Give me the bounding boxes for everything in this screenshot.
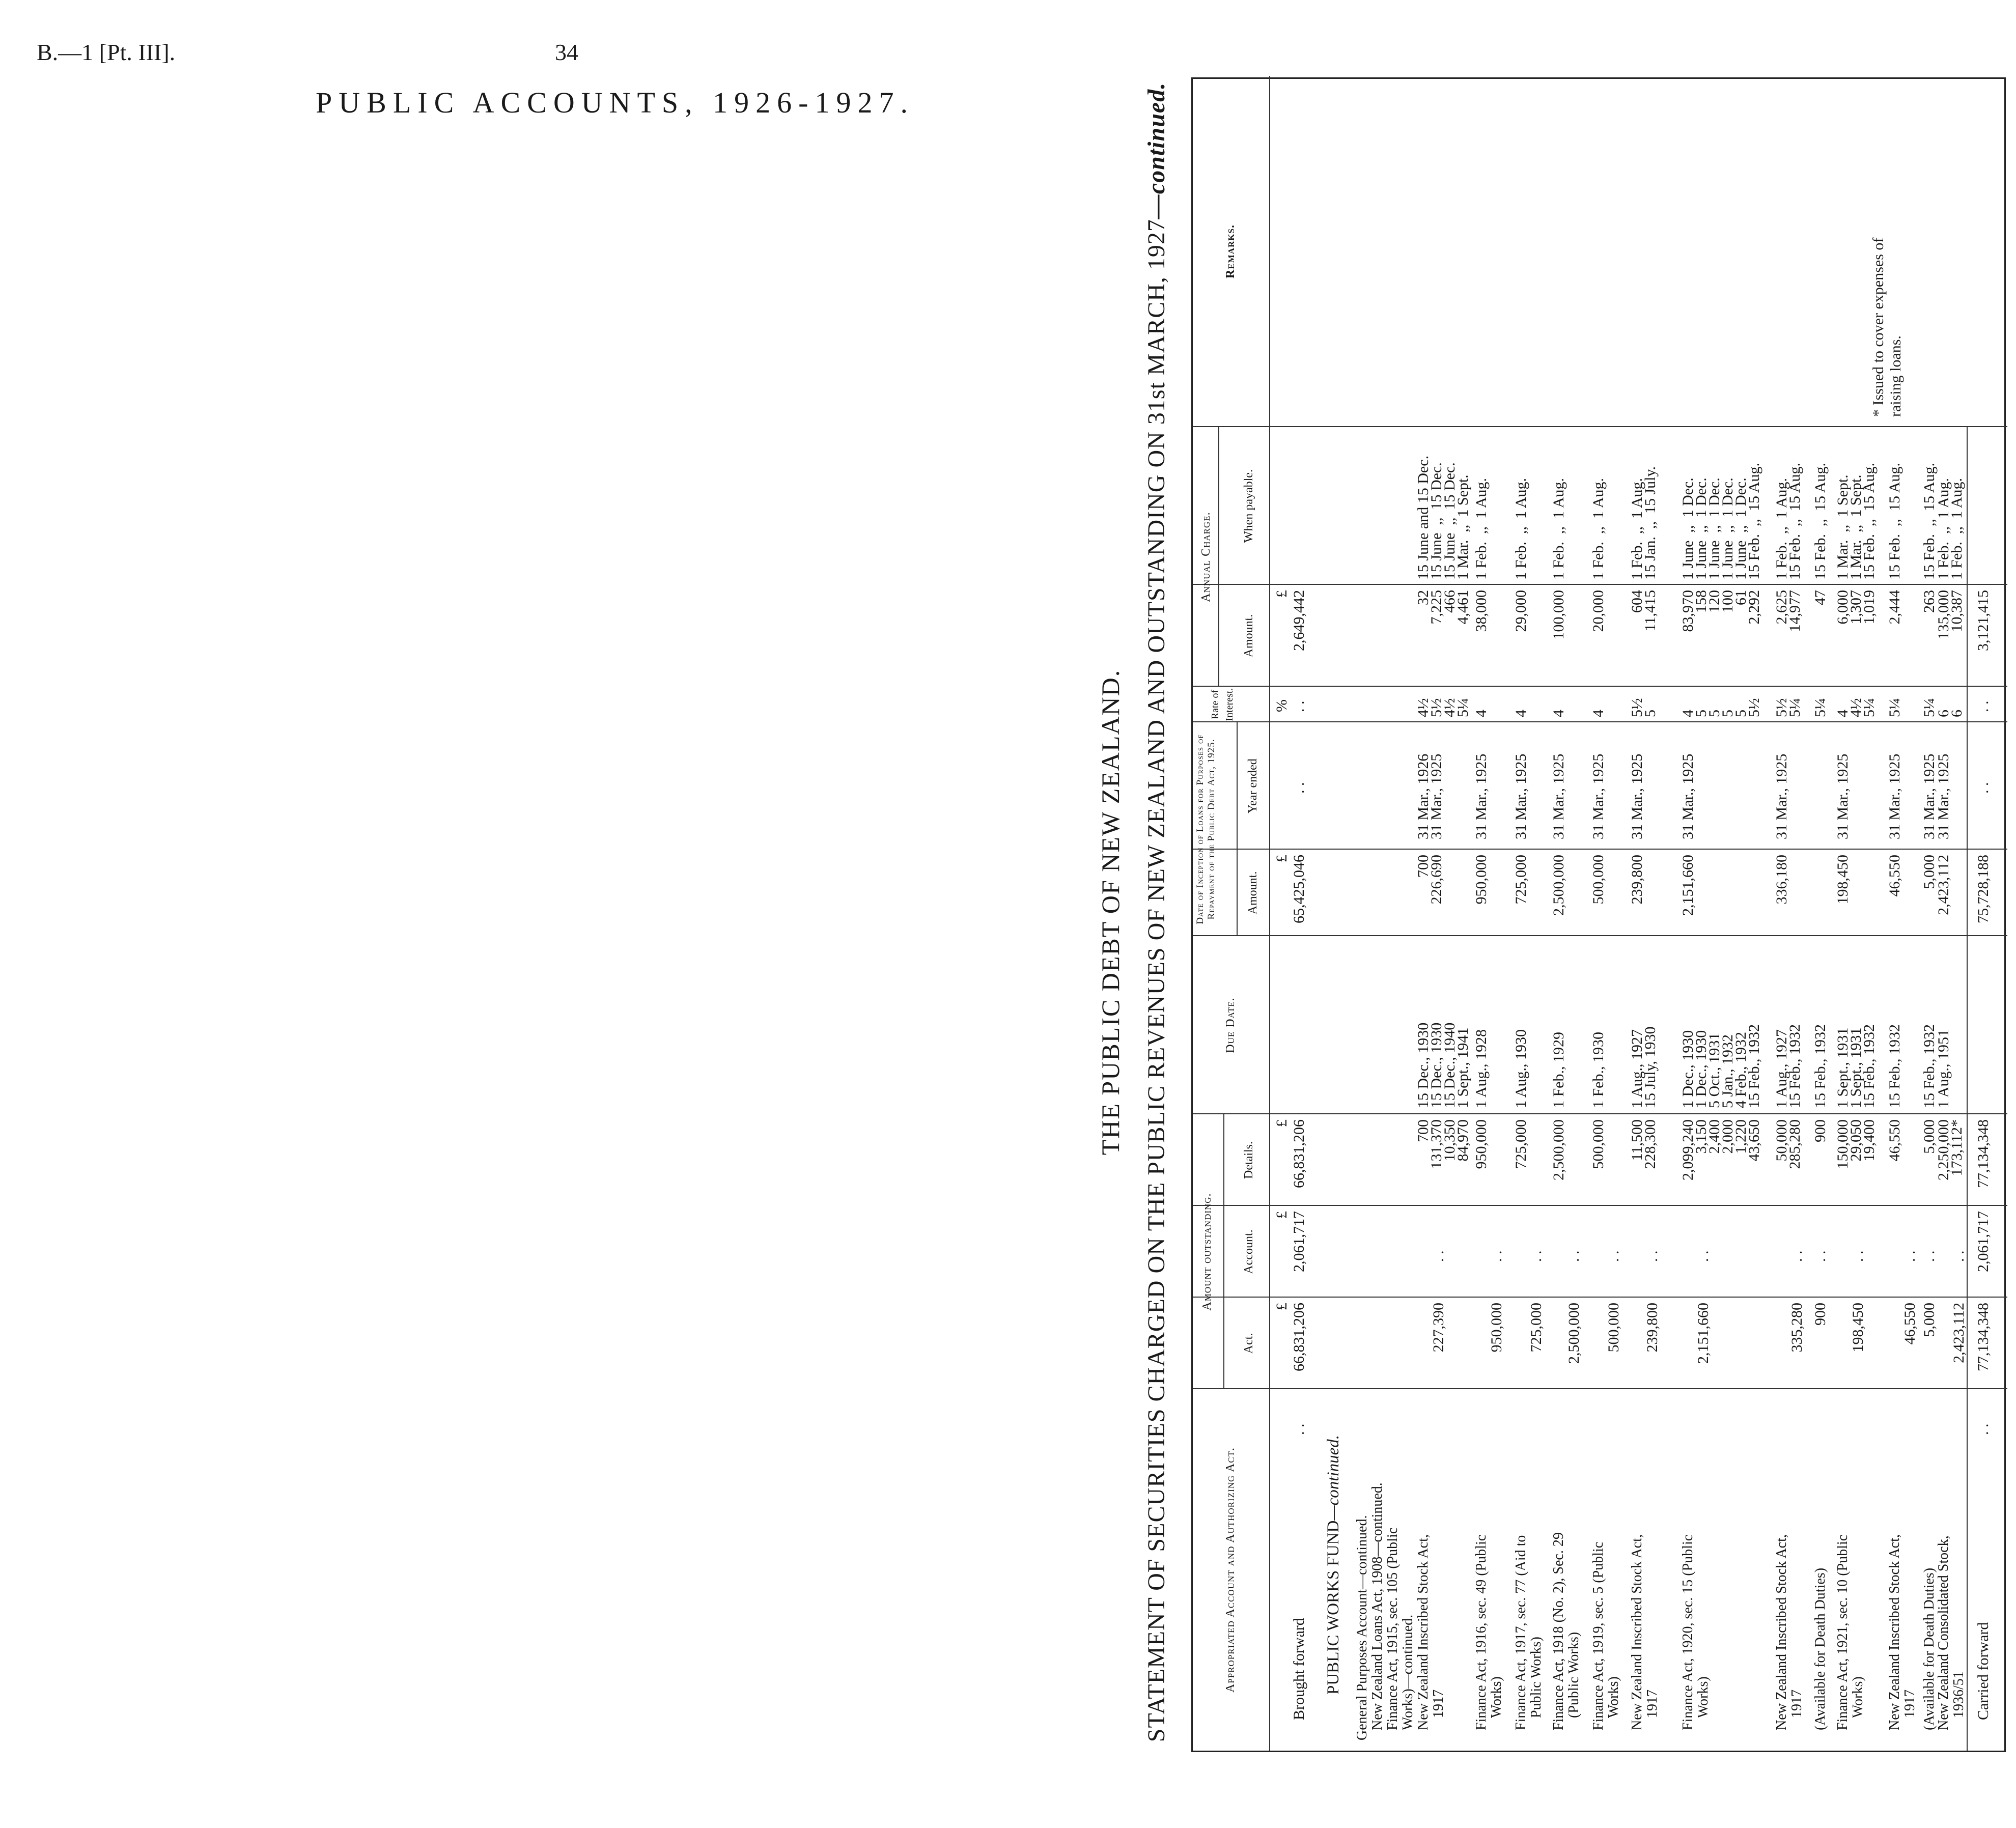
year-ended: 31 Mar., 1925: [1935, 753, 1952, 839]
due-date: 1 Feb., 1929: [1550, 1032, 1567, 1108]
detail-amount: 29,050: [1847, 1119, 1864, 1162]
interest-rate: 4: [1550, 710, 1567, 717]
cf-annual: 3,121,415: [1975, 590, 1992, 651]
unit-pound: £: [1273, 1303, 1290, 1310]
cf-details: 77,134,348: [1975, 1119, 1992, 1188]
annual-amount: 32: [1415, 590, 1432, 605]
interest-rate: 5: [1693, 710, 1710, 717]
when-payable: 1 June ,, 1 Dec.: [1719, 477, 1736, 580]
year-ended: 31 Mar., 1925: [1886, 753, 1903, 839]
annual-amount: 604: [1629, 590, 1645, 613]
act-line: Finance Act, 1921, sec. 10 (Public: [1835, 1534, 1851, 1730]
due-date: 1 Feb., 1930: [1590, 1032, 1607, 1108]
annual-amount: 83,970: [1679, 590, 1696, 632]
due-date: 15 Feb., 1932: [1786, 1024, 1803, 1108]
account-amount: . .: [1788, 1250, 1805, 1262]
act-amount: 198,450: [1850, 1303, 1866, 1353]
when-payable: 15 Jan. ,, 15 July.: [1642, 466, 1659, 580]
annual-amount: 4,461: [1454, 590, 1471, 625]
detail-amount: 11,500: [1629, 1119, 1645, 1161]
col-head-when-payable: When payable.: [1242, 469, 1255, 543]
col-rule: [1193, 849, 2007, 850]
when-payable: 1 Mar. ,, 1 Sept.: [1834, 474, 1851, 580]
annual-amount: 61: [1732, 590, 1749, 605]
account-amount: . .: [1644, 1250, 1661, 1262]
interest-rate: 5: [1719, 710, 1736, 717]
interest-rate: 4: [1834, 710, 1851, 717]
col-rule: [1193, 1113, 2007, 1114]
detail-amount: 173,112*: [1948, 1119, 1965, 1176]
account-amount: . .: [1430, 1250, 1447, 1262]
inception-amount: 500,000: [1590, 855, 1607, 905]
col-head-inception: Date of Inception of Loans for Purposes of Repayment of the Public Debt Act, 1925.: [1195, 734, 1217, 924]
col-rule: [1193, 426, 2007, 427]
detail-amount: 131,370: [1428, 1119, 1445, 1169]
interest-rate: 5¼: [1786, 698, 1803, 717]
due-date: 15 Feb., 1932: [1861, 1024, 1878, 1108]
col-head-outstanding: Amount outstanding.: [1200, 1193, 1214, 1311]
annual-amount: 11,415: [1642, 590, 1659, 632]
account-amount: . .: [1901, 1250, 1918, 1262]
section-line: General Purposes Account—continued.: [1354, 1515, 1370, 1740]
year-ended: 31 Mar., 1925: [1590, 753, 1607, 839]
act-line: Finance Act, 1920, sec. 15 (Public: [1680, 1534, 1696, 1730]
act-line: Works): [1850, 1676, 1866, 1718]
interest-rate: 5: [1732, 710, 1749, 717]
due-date: 15 Feb., 1932: [1812, 1024, 1829, 1108]
when-payable: 1 Feb. ,, 1 Aug.: [1590, 477, 1607, 580]
act-line: Works): [1489, 1676, 1504, 1718]
interest-rate: 5¼: [1921, 698, 1938, 717]
act-line: 1917: [1644, 1690, 1660, 1718]
remark-note: * Issued to cover expenses of raising loans.: [1870, 237, 1904, 417]
head-rule: [1218, 427, 1219, 687]
year-ended: 31 Mar., 1926: [1415, 753, 1432, 839]
when-payable: 15 Feb. ,, 15 Aug.: [1921, 462, 1938, 580]
annual-amount: 7,225: [1428, 590, 1445, 625]
fund-heading: [1324, 1435, 1343, 1695]
year-ended: 31 Mar., 1925: [1773, 753, 1790, 839]
act-amount: 900: [1812, 1303, 1829, 1326]
when-payable: 1 June ,, 1 Dec.: [1732, 477, 1749, 580]
col-head-year-ended: Year ended: [1246, 758, 1259, 813]
col-rule: [1193, 584, 2007, 585]
when-payable: 15 Feb. ,, 15 Aug.: [1786, 462, 1803, 580]
head-rule: [1269, 76, 1270, 1751]
inception-amount: 5,000: [1921, 855, 1938, 889]
detail-amount: 5,000: [1921, 1119, 1938, 1154]
when-payable: 15 Feb. ,, 15 Aug.: [1861, 462, 1878, 580]
account-amount: . .: [1921, 1250, 1938, 1262]
detail-amount: 2,250,000: [1935, 1119, 1952, 1180]
account-amount: . .: [1812, 1250, 1829, 1262]
detail-amount: 150,000: [1834, 1119, 1851, 1169]
interest-rate: 4: [1473, 710, 1490, 717]
inception-amount: 198,450: [1834, 855, 1851, 905]
annual-amount: 1,307: [1847, 590, 1864, 625]
interest-rate: 4½: [1415, 698, 1432, 717]
col-rule: [1193, 1297, 2007, 1298]
detail-amount: 228,300: [1642, 1119, 1659, 1169]
bf-rate: . .: [1291, 700, 1307, 712]
due-date: 15 Feb., 1932: [1886, 1024, 1903, 1108]
when-payable: 1 Feb. ,, 1 Aug.: [1473, 477, 1490, 580]
account-amount: . .: [1850, 1250, 1866, 1262]
act-line: New Zealand Inscribed Stock Act,: [1774, 1534, 1789, 1730]
act-line: Finance Act, 1918 (No. 2), Sec. 29: [1551, 1532, 1566, 1730]
head-rule: [1223, 1114, 1224, 1389]
total-rule: [1967, 427, 1968, 1751]
interest-rate: 5½: [1746, 698, 1762, 717]
year-ended: 31 Mar., 1925: [1428, 753, 1445, 839]
inception-amount: 226,690: [1428, 855, 1445, 905]
account-amount: . .: [1950, 1250, 1967, 1262]
annual-amount: 29,000: [1513, 590, 1529, 632]
act-line: Finance Act, 1916, sec. 49 (Public: [1473, 1534, 1489, 1730]
year-ended: 31 Mar., 1925: [1473, 753, 1490, 839]
interest-rate: 5: [1642, 710, 1659, 717]
section-line: New Zealand Loans Act, 1908—continued.: [1369, 1482, 1385, 1730]
due-date: 15 Dec., 1930: [1415, 1022, 1432, 1108]
act-line: 1917: [1902, 1690, 1918, 1718]
unit-pound: £: [1273, 1119, 1290, 1127]
act-line: New Zealand Consolidated Stock,: [1936, 1535, 1951, 1730]
col-head-act-amount: Act.: [1242, 1333, 1255, 1354]
due-date: 1 Aug., 1928: [1473, 1029, 1490, 1108]
detail-amount: 950,000: [1473, 1119, 1490, 1169]
act-amount: 950,000: [1488, 1303, 1505, 1353]
interest-rate: 5½: [1629, 698, 1645, 717]
col-rule: [1193, 721, 2007, 722]
page-number: 34: [555, 39, 578, 65]
col-head-inception-amount: Amount.: [1246, 871, 1259, 915]
col-head-account: Account.: [1242, 1229, 1255, 1274]
detail-amount: 2,500,000: [1550, 1119, 1567, 1180]
bf-details: 66,831,206: [1291, 1119, 1307, 1188]
act-line: Public Works): [1528, 1637, 1544, 1718]
due-date: 1 Sept., 1931: [1834, 1027, 1851, 1108]
when-payable: 1 Feb. ,, 1 Aug.: [1773, 477, 1790, 580]
due-date: 15 Feb., 1932: [1746, 1024, 1762, 1108]
detail-amount: 2,099,240: [1679, 1119, 1696, 1180]
act-amount: 46,550: [1901, 1303, 1918, 1345]
interest-rate: 4: [1513, 710, 1529, 717]
annual-amount: 263: [1921, 590, 1938, 613]
act-amount: 2,500,000: [1565, 1303, 1582, 1364]
act-line: (Available for Death Duties): [1812, 1567, 1828, 1730]
act-line: Works): [1695, 1676, 1711, 1718]
when-payable: 1 Mar. ,, 1 Sept.: [1847, 474, 1864, 580]
due-date: 15 July, 1930: [1642, 1026, 1659, 1108]
due-date: 1 Dec., 1930: [1679, 1030, 1696, 1108]
year-ended: 31 Mar., 1925: [1629, 753, 1645, 839]
interest-rate: 5½: [1428, 698, 1445, 717]
act-line: 1917: [1431, 1690, 1446, 1718]
act-line: New Zealand Inscribed Stock Act,: [1629, 1534, 1645, 1730]
detail-amount: 19,400: [1861, 1119, 1878, 1162]
year-ended: 31 Mar., 1925: [1834, 753, 1851, 839]
inception-amount: 725,000: [1513, 855, 1529, 905]
when-payable: 1 June ,, 1 Dec.: [1706, 477, 1723, 580]
due-date: 1 Sept., 1931: [1847, 1027, 1864, 1108]
bf-annual: 2,649,442: [1291, 590, 1307, 651]
when-payable: 1 Feb. ,, 1 Aug.: [1550, 477, 1567, 580]
act-line: New Zealand Inscribed Stock Act,: [1415, 1534, 1431, 1730]
detail-amount: 50,000: [1773, 1119, 1790, 1162]
fund-heading-text: PUBLIC WORKS FUND: [1324, 1520, 1342, 1695]
cf-act: 77,134,348: [1975, 1303, 1992, 1371]
inception-amount: 336,180: [1773, 855, 1790, 905]
year-ended: 31 Mar., 1925: [1679, 753, 1696, 839]
due-date: 5 Oct., 1931: [1706, 1032, 1723, 1108]
detail-amount: 84,970: [1454, 1119, 1471, 1162]
detail-amount: 900: [1812, 1119, 1829, 1142]
running-title: PUBLIC ACCOUNTS, 1926-1927.: [316, 86, 914, 119]
annual-amount: 2,625: [1773, 590, 1790, 625]
due-date: 1 Aug., 1927: [1773, 1029, 1790, 1108]
col-rule: [1193, 1388, 2007, 1389]
statement-text: STATEMENT OF SECURITIES CHARGED ON THE PUBLIC REVENUES OF NEW ZEALAND AND OUTSTANDING ON 31st MARCH, 1927: [1143, 219, 1170, 1742]
annual-amount: 100,000: [1550, 590, 1567, 640]
annual-amount: 6,000: [1834, 590, 1851, 625]
leader-dots: . .: [1291, 1423, 1307, 1435]
cf-year: . .: [1975, 782, 1992, 794]
account-amount: . .: [1528, 1250, 1545, 1262]
leader-dots: . .: [1975, 1423, 1992, 1435]
interest-rate: 6: [1948, 710, 1965, 717]
inception-amount: 46,550: [1886, 855, 1903, 897]
due-date: 1 Dec., 1930: [1693, 1030, 1710, 1108]
annual-amount: 2,444: [1886, 590, 1903, 625]
statement-suffix: —continued.: [1143, 82, 1170, 219]
bf-inception: 65,425,046: [1291, 855, 1307, 923]
detail-amount: 2,400: [1706, 1119, 1723, 1154]
due-date: 1 Sept., 1941: [1454, 1027, 1471, 1108]
col-head-act: Appropriated Account and Authorizing Act.: [1224, 1447, 1237, 1693]
page-reference: B.—1 [Pt. III].: [37, 39, 176, 65]
bf-year: . .: [1291, 782, 1307, 794]
col-head-remarks: Remarks.: [1224, 224, 1237, 278]
detail-amount: 46,550: [1886, 1119, 1903, 1162]
cf-account: 2,061,717: [1975, 1211, 1992, 1272]
unit-pound: £: [1273, 590, 1290, 598]
inception-amount: 700: [1415, 855, 1432, 878]
when-payable: 15 June and 15 Dec.: [1415, 455, 1432, 580]
account-amount: . .: [1605, 1250, 1622, 1262]
fund-heading-suffix: —continued.: [1324, 1435, 1342, 1521]
act-amount: 725,000: [1528, 1303, 1545, 1353]
brought-forward-label: Brought forward: [1291, 1618, 1307, 1720]
account-amount: . .: [1695, 1250, 1712, 1262]
act-line: 1936/51: [1951, 1671, 1967, 1718]
act-amount: 5,000: [1921, 1303, 1938, 1337]
act-line: (Available for Death Duties): [1921, 1567, 1937, 1730]
when-payable: 15 Feb. ,, 15 Aug.: [1746, 462, 1762, 580]
when-payable: 1 Feb. ,, 1 Aug.: [1935, 477, 1952, 580]
due-date: 1 Aug., 1951: [1935, 1029, 1952, 1108]
act-line: (Public Works): [1566, 1632, 1582, 1718]
detail-amount: 500,000: [1590, 1119, 1607, 1169]
when-payable: 1 Feb. ,, 1 Aug.: [1948, 477, 1965, 580]
document-title: THE PUBLIC DEBT OF NEW ZEALAND.: [1096, 669, 1125, 1156]
due-date: 15 Feb., 1932: [1921, 1024, 1938, 1108]
annual-amount: 158: [1693, 590, 1710, 613]
detail-amount: 725,000: [1513, 1119, 1529, 1169]
due-date: 1 Aug., 1930: [1513, 1029, 1529, 1108]
annual-amount: 47: [1812, 590, 1829, 605]
detail-amount: 2,000: [1719, 1119, 1736, 1154]
when-payable: 1 Feb. ,, 1 Aug.: [1629, 477, 1645, 580]
annual-amount: 466: [1441, 590, 1458, 613]
cf-rate: . .: [1975, 700, 1992, 712]
annual-amount: 20,000: [1590, 590, 1607, 632]
account-amount: . .: [1488, 1250, 1505, 1262]
inception-amount: 950,000: [1473, 855, 1490, 905]
debt-table: [1191, 77, 2006, 1752]
detail-amount: 43,650: [1746, 1119, 1762, 1162]
section-line: Works)—continued.: [1400, 1614, 1416, 1730]
unit-pound: £: [1273, 855, 1290, 862]
bf-account: 2,061,717: [1291, 1211, 1307, 1272]
due-date: 15 Dec., 1930: [1428, 1022, 1445, 1108]
year-ended: 31 Mar., 1925: [1550, 753, 1567, 839]
col-head-details: Details.: [1242, 1141, 1255, 1179]
detail-amount: 1,220: [1732, 1119, 1749, 1154]
annual-amount: 14,977: [1786, 590, 1803, 632]
act-line: Finance Act, 1917, sec. 77 (Aid to: [1513, 1535, 1529, 1730]
act-amount: 239,800: [1644, 1303, 1661, 1353]
detail-amount: 3,150: [1693, 1119, 1710, 1154]
act-line: 1917: [1789, 1690, 1805, 1718]
annual-amount: 38,000: [1473, 590, 1490, 632]
col-head-annual-charge: Annual Charge.: [1199, 512, 1213, 602]
interest-rate: 5¼: [1454, 698, 1471, 717]
interest-rate: 4½: [1441, 698, 1458, 717]
inception-amount: 2,500,000: [1550, 855, 1567, 916]
rotated-sheet: [1089, 72, 2016, 1752]
annual-amount: 2,292: [1746, 590, 1762, 625]
cf-inception: 75,728,188: [1975, 855, 1992, 923]
detail-amount: 700: [1415, 1119, 1432, 1142]
inception-amount: 2,151,660: [1679, 855, 1696, 916]
due-date: 1 Aug., 1927: [1629, 1029, 1645, 1108]
year-ended: 31 Mar., 1925: [1513, 753, 1529, 839]
due-date: 4 Feb., 1932: [1732, 1032, 1749, 1108]
when-payable: 1 June ,, 1 Dec.: [1679, 477, 1696, 580]
annual-amount: 100: [1719, 590, 1736, 613]
act-amount: 227,390: [1430, 1303, 1447, 1353]
carried-forward-label: Carried forward: [1975, 1622, 1992, 1720]
bf-act: 66,831,206: [1291, 1303, 1307, 1371]
interest-rate: 5¼: [1886, 698, 1903, 717]
annual-amount: 120: [1706, 590, 1723, 613]
interest-rate: 5¼: [1812, 698, 1829, 717]
unit-pound: £: [1273, 1211, 1290, 1219]
col-head-rate: Rate of Interest.: [1210, 688, 1235, 721]
col-head-due: Due Date.: [1224, 997, 1237, 1053]
act-amount: 2,151,660: [1695, 1303, 1712, 1364]
interest-rate: 4: [1679, 710, 1696, 717]
section-line: Finance Act, 1915, sec. 105 (Public: [1385, 1527, 1401, 1730]
annual-amount: 10,387: [1948, 590, 1965, 632]
when-payable: 1 June ,, 1 Dec.: [1693, 477, 1710, 580]
when-payable: 15 Feb. ,, 15 Aug.: [1886, 462, 1903, 580]
account-amount: . .: [1565, 1250, 1582, 1262]
due-date: 5 Jan., 1932: [1719, 1034, 1736, 1108]
unit-percent: %: [1273, 699, 1290, 712]
act-line: New Zealand Inscribed Stock Act,: [1887, 1534, 1902, 1730]
interest-rate: 6: [1935, 710, 1952, 717]
col-head-annual-amount: Amount.: [1242, 614, 1255, 658]
interest-rate: 5: [1706, 710, 1723, 717]
statement-caption: [1142, 72, 1170, 1752]
act-amount: 335,280: [1788, 1303, 1805, 1353]
due-date: 15 Dec., 1940: [1441, 1022, 1458, 1108]
act-amount: 500,000: [1605, 1303, 1622, 1353]
inception-amount: 2,423,112: [1935, 855, 1952, 915]
act-line: Finance Act, 1919, sec. 5 (Public: [1590, 1541, 1606, 1730]
interest-rate: 4: [1590, 710, 1607, 717]
annual-amount: 135,000: [1935, 590, 1952, 640]
act-line: Works): [1606, 1676, 1621, 1718]
when-payable: 1 Mar. ,, 1 Sept.: [1454, 474, 1471, 580]
interest-rate: 4½: [1847, 698, 1864, 717]
head-rule: [1237, 722, 1238, 936]
detail-amount: 10,350: [1441, 1119, 1458, 1162]
when-payable: 15 June ,, 15 Dec.: [1441, 462, 1458, 580]
annual-amount: 1,019: [1861, 590, 1878, 625]
inception-amount: 239,800: [1629, 855, 1645, 905]
act-amount: 2,423,112: [1950, 1303, 1967, 1363]
interest-rate: 5¼: [1861, 698, 1878, 717]
year-ended: 31 Mar., 1925: [1921, 753, 1938, 839]
when-payable: 15 June ,, 15 Dec.: [1428, 462, 1445, 580]
when-payable: 1 Feb. ,, 1 Aug.: [1513, 477, 1529, 580]
detail-amount: 285,280: [1786, 1119, 1803, 1169]
when-payable: 15 Feb. ,, 15 Aug.: [1812, 462, 1829, 580]
interest-rate: 5½: [1773, 698, 1790, 717]
